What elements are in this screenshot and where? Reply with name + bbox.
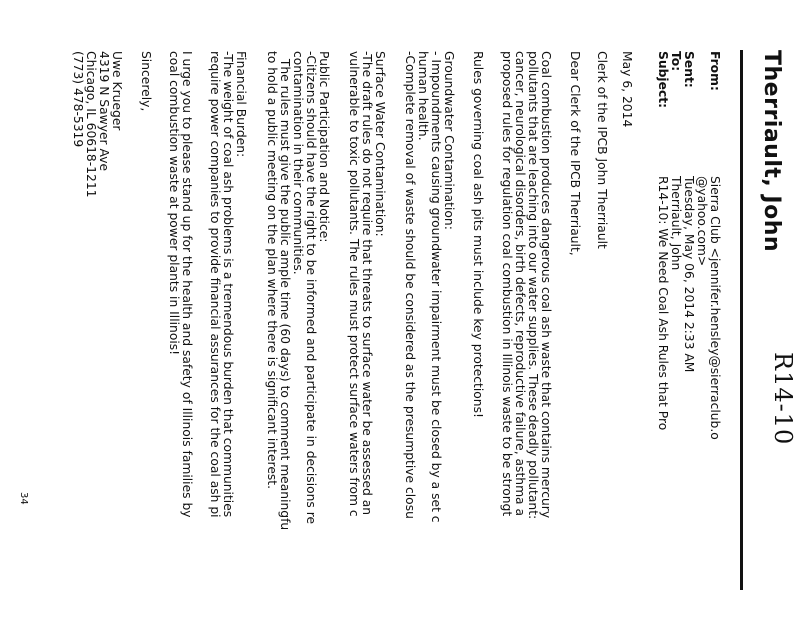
paragraph-line: vulnerable to toxic pollutants. The rules must protect surface waters from c xyxy=(347,51,361,517)
header-rule xyxy=(740,50,743,590)
paragraph-line: Coal combustion produces dangerous coal ash waste that contains mercury xyxy=(539,51,553,519)
paragraph-line: proposed rules for regulation coal combustion in Illinois waste to be strongt xyxy=(500,51,514,517)
section-heading: Public Participation and Notice: xyxy=(317,51,331,243)
paragraph-line: coal combustion waste at power plants in Illinois! xyxy=(167,51,181,356)
header-value: Therriault, John xyxy=(669,176,683,271)
header-value: R14-10: We Need Coal Ash Rules that Pro xyxy=(656,176,670,431)
signoff: Sincerely, xyxy=(139,51,153,112)
date-line: May 6, 2014 xyxy=(620,51,634,128)
signer-phone: (773) 478-5319 xyxy=(71,51,85,148)
signer-street: 4319 N Sawyer Ave xyxy=(97,51,111,172)
paragraph-line: -The weight of coal ash problems is a tremendous burden that communities xyxy=(221,51,235,518)
paragraph-line: I urge you to please stand up for the health and safety of Illinois families by xyxy=(180,51,194,518)
page-number: 34 xyxy=(18,492,29,505)
header-value: @yahoo.com> xyxy=(695,176,709,267)
paragraph-line: -Citizens should have the right to be informed and participate in decisions re xyxy=(304,51,318,525)
paragraph-line: to hold a public meeting on the plan where there is significant interest. xyxy=(265,51,279,490)
header-label: Subject: xyxy=(656,51,670,109)
paragraph-line: - Impoundments causing groundwater impairment must be closed by a set c xyxy=(429,51,443,523)
paragraph-line: contamination in their communities. xyxy=(291,51,305,275)
header-value: Sierra Club <jennifer.hensley@sierraclub.o xyxy=(708,176,722,440)
docket-number: R14-10 xyxy=(769,352,797,446)
paragraph-line: The rules must give the public ample time (60 days) to comment meaningfu xyxy=(278,51,292,531)
rules-line: Rules governing coal ash pits must include key protections! xyxy=(471,51,485,418)
paragraph-line: cancer, neurological disorders, birth defects, reproductive failure, asthma a xyxy=(513,51,527,517)
section-heading: Financial Burden: xyxy=(234,51,248,158)
header-label: Sent: xyxy=(682,51,696,88)
section-heading: Surface Water Contamination: xyxy=(373,51,387,237)
signer-city: Chicago, IL 60618-1211 xyxy=(84,51,98,198)
salutation: Dear Clerk of the IPCB Therriault, xyxy=(568,51,582,256)
paragraph-line: pollutants that are leaching into our water supplies. These deadly pollutant: xyxy=(526,51,540,520)
paragraph-line: human health. xyxy=(416,51,430,141)
paragraph-line: -The draft rules do not require that threats to surface water be assessed an xyxy=(360,51,374,516)
signer-name: Uwe Krueger xyxy=(110,51,124,131)
paragraph-line: require power companies to provide financial assurances for the coal ash pi xyxy=(208,51,222,518)
addressee: Clerk of the IPCB John Therriault xyxy=(595,51,609,249)
section-heading: Groundwater Contamination: xyxy=(442,51,456,230)
sender-name-heading: Therriault, John xyxy=(759,50,784,253)
header-label: From: xyxy=(708,51,722,91)
header-label: To: xyxy=(669,51,683,72)
paragraph-line: -Complete removal of waste should be considered as the presumptive closu xyxy=(403,51,417,519)
header-value: Tuesday, May 06, 2014 2:33 AM xyxy=(682,176,696,373)
